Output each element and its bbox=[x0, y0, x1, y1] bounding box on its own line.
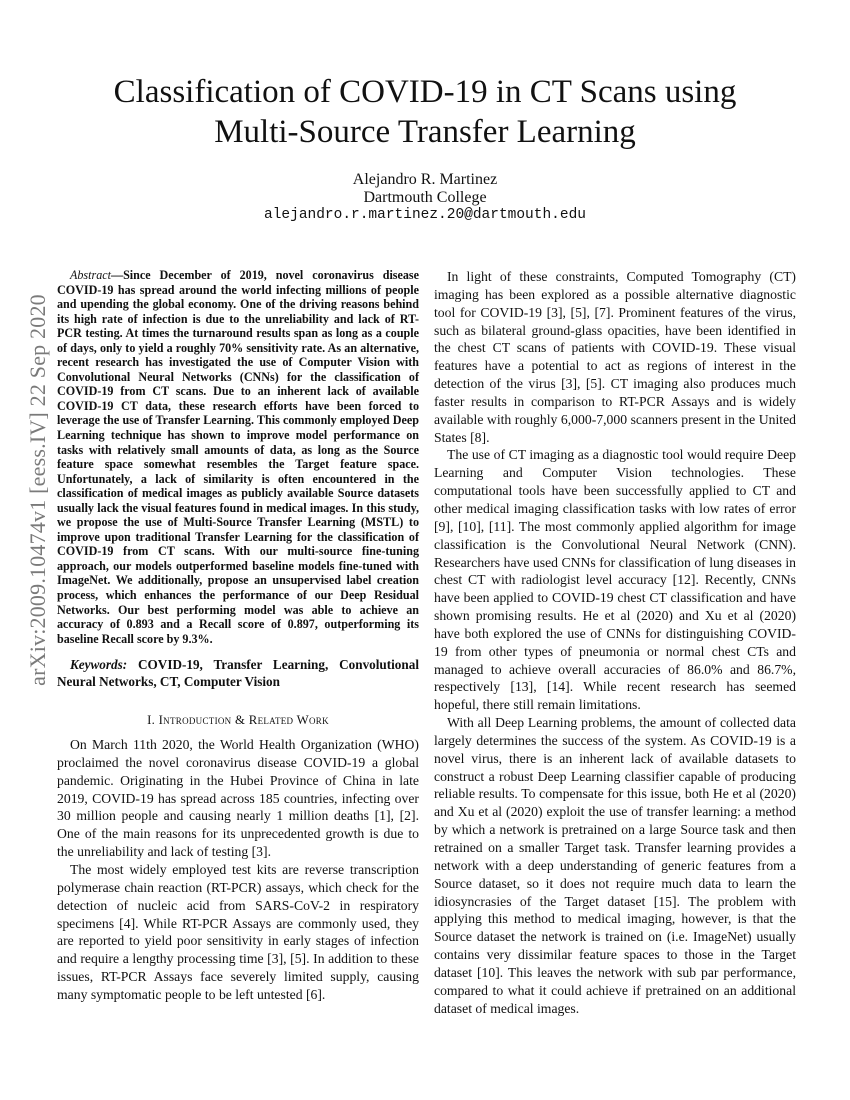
paragraph: The use of CT imaging as a diagnostic tool would require Deep Learning and Computer Vision technologies. These computational tools have been successfully applied to CT and other medical imaging classification tasks with low rates of error [9], [10], [11]. The most commonly applied algorithm for image classification is the Convolutional Neural Network (CNN). Researchers have used CNNs for classification of lung diseases in chest CT with radiologist level accuracy [12]. Recently, CNNs have been applied to COVID-19 chest CT classification and have shown promising results. He et al (2020) and Xu et al (2020) have both explored the use of CNNs for distinguishing COVID-19 from other types of pneumonia or normal chest CTs and managed to achieve overall accuracies of 86.0% and 86.7%, respectively [13], [14]. While recent research has seemed hopeful, there still remain limitations. bbox=[434, 447, 796, 713]
left-column bbox=[57, 268, 419, 1004]
paragraph: With all Deep Learning problems, the amount of collected data largely determines the success of the system. As COVID-19 is a novel virus, there is an inherent lack of available datasets to construct a robust Deep Learning classifier capable of producing reliable results. To compensate for this issue, both He et al (2020) and Xu et al (2020) exploit the use of transfer learning: a method by which a network is pretrained on a large Source task and then retrained on a smaller Target task. Transfer learning provides a network with a deep understanding of generic features from a Source dataset, so it does not require much data to learn the idiosyncrasies of the Target dataset [15]. The problem with applying this method to medical imaging, however, is that the Source dataset the network is trained on (i.e. ImageNet) usually contains very dissimilar feature spaces to those in the Target dataset [10]. This leaves the network with sub par performance, compared to what it could achieve if pretrained on an additional dataset of medical images. bbox=[434, 715, 796, 1016]
section-number: I. bbox=[147, 713, 159, 728]
arxiv-identifier bbox=[22, 290, 54, 690]
keywords-text: COVID-19, Transfer Learning, Convolutional Neural Networks, CT, Computer Vision bbox=[57, 657, 419, 689]
section-heading bbox=[57, 712, 419, 730]
keywords-label: Keywords: bbox=[70, 657, 128, 673]
author-affiliation: Dartmouth College bbox=[363, 189, 487, 206]
paragraph: The most widely employed test kits are reverse transcription polymerase chain reaction (RT-PCR) assays, which check for the detection of nucleic acid from SARS-CoV-2 in respiratory specimens [4]. While RT-PCR Assays are commonly used, they are reported to yield poor sensitivity in early stages of infection and require a lengthy processing time [3], [5]. In addition to these issues, RT-PCR Assays face severely limited supply, causing many symptomatic people to be left untested [6]. bbox=[57, 861, 419, 1002]
arxiv-identifier-text: arXiv:2009.10474v1 [eess.IV] 22 Sep 2020 bbox=[25, 294, 50, 686]
section-title: Introduction & Related Work bbox=[158, 713, 329, 728]
abstract-label: Abstract bbox=[70, 268, 111, 282]
author-name: Alejandro R. Martinez bbox=[352, 171, 498, 188]
abstract bbox=[57, 268, 419, 646]
abstract-text: —Since December of 2019, novel coronavirus disease COVID-19 has spread around the world infecting millions of people and upending the global economy. One of the driving reasons behind its high rate of infection is due to the unreliability and lack of RT-PCR testing. At times the turnaround results span as long as a couple of days, only to yield a roughly 70% sensitivity rate. As an alternative, recent research has investigated the use of Computer Vision with Convolutional Neural Networks (CNNs) for the classification of COVID-19 from CT scans. Due to an inherent lack of available COVID-19 CT data, these research efforts have been forced to leverage the use of Transfer Learning. This commonly employed Deep Learning technique has shown to improve model performance on tasks with relatively small amounts of data, as long as the Source feature space somewhat resembles the Target feature space. Unfortunately, a lack of similarity is often encountered in the classification of medical images as publicly available Source datasets usually lack the visual features found in medical images. In this study, we propose the use of Multi-Source Transfer Learning (MSTL) to improve upon traditional Transfer Learning for the classification of COVID-19 from CT scans. With our multi-source fine-tuning approach, our models outperformed baseline models fine-tuned with ImageNet. We additionally, propose an unsupervised label creation process, which enhances the performance of our Deep Residual Networks. Our best performing model was able to achieve an accuracy of 0.893 and a Recall score of 0.897, outperforming its baseline Recall score by 9.3%. bbox=[57, 268, 419, 646]
paragraph: On March 11th 2020, the World Health Organization (WHO) proclaimed the novel coronavirus disease COVID-19 a global pandemic. Originating in the Hubei Province of China in late 2019, COVID-19 has spread across 185 countries, infecting over 30 million people and causing nearly 1 million deaths [1], [2]. One of the main reasons for its unprecedented growth is due to the unreliability and lack of testing [3]. bbox=[57, 737, 419, 860]
title-line-1: Classification of COVID-19 in CT Scans using bbox=[113, 74, 737, 110]
title-line-2: Multi-Source Transfer Learning bbox=[214, 114, 636, 150]
keywords bbox=[57, 657, 419, 690]
paragraph: In light of these constraints, Computed Tomography (CT) imaging has been explored as a possible alternative diagnostic tool for COVID-19 [3], [5], [7]. Prominent features of the virus, such as bilateral ground-glass opacities, have been identified in the chest CT scans of patients with COVID-19. These visual features have a potential to act as regions of interest in the detection of the virus [3], [5]. CT imaging also produces much faster results in comparison to RT-PCR Assays and is widely available with roughly 6,000-7,000 scanners present in the United States [8]. bbox=[434, 269, 796, 445]
right-column bbox=[434, 268, 796, 1017]
author-email: alejandro.r.martinez.20@dartmouth.edu bbox=[264, 207, 586, 223]
paper-title bbox=[60, 72, 790, 152]
